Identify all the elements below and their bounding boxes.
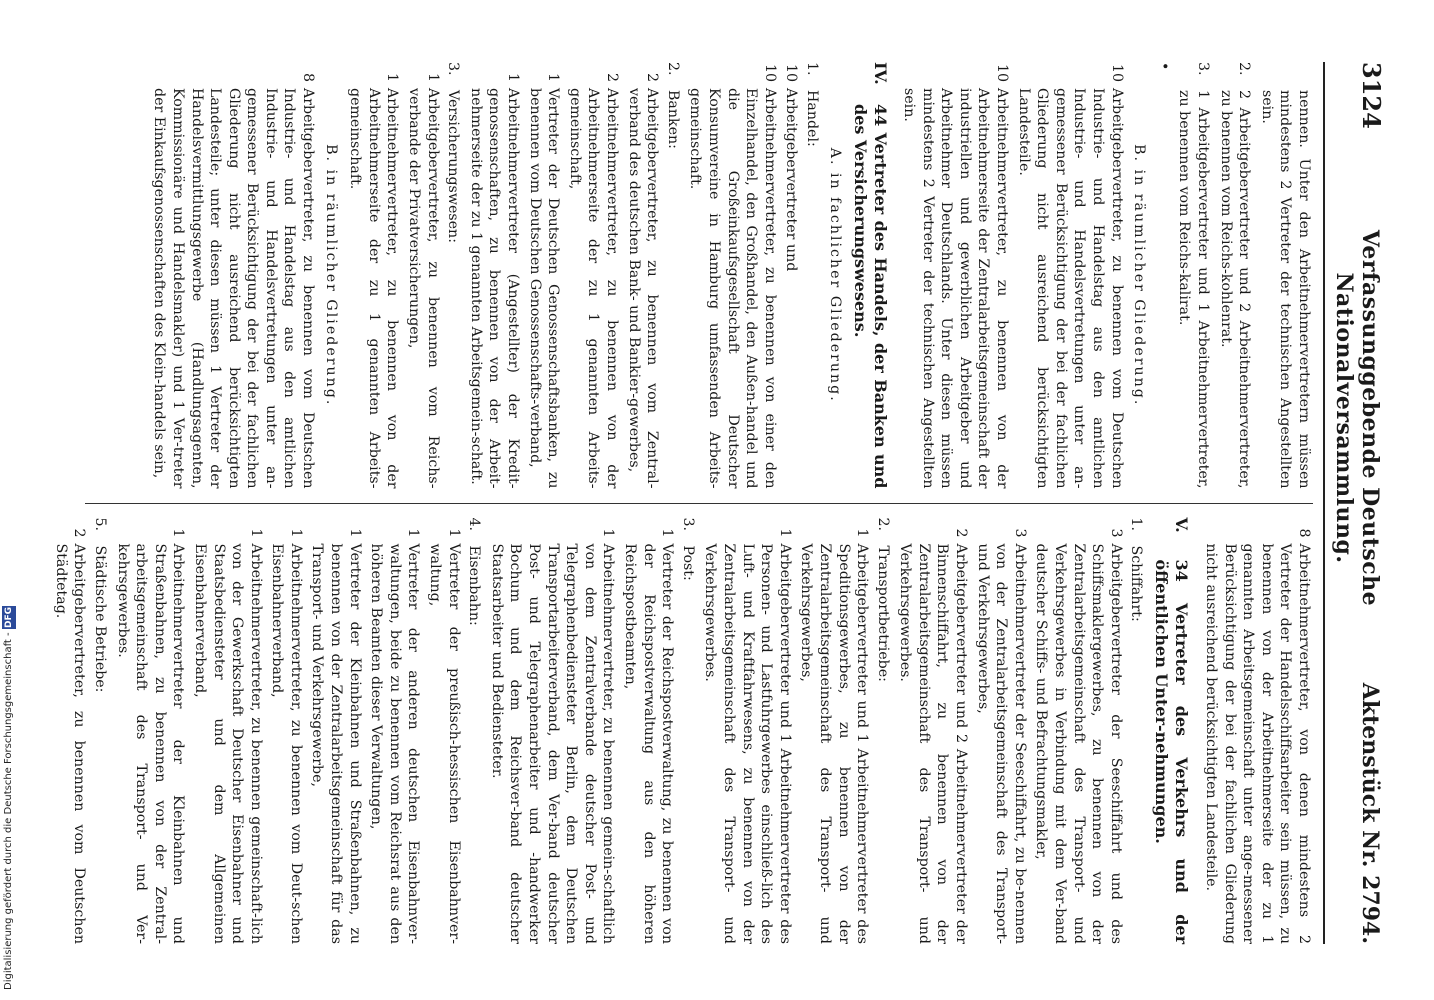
section-label: 1. Schiffahrt:	[1128, 517, 1145, 622]
list-item: 2 Arbeitgebervertreter, zu benennen vom Deutschen Städtetag.	[52, 528, 88, 944]
section-label: 5. Städtische Betriebe:	[91, 517, 108, 693]
section-label: 1. Handel:	[803, 62, 820, 147]
credit-text: Digitalisierung gefördert durch die Deutsche Forschungsgemeinschaft -	[3, 632, 14, 990]
page-number: 3124	[1357, 62, 1386, 129]
header-title: Verfassunggebende Deutsche Nationalversammlung.	[1331, 229, 1383, 607]
bullet-mark: •	[1155, 62, 1172, 71]
list-item: 3 Arbeitnehmervertreter der Seeschiffahrt, zu be-nennen von der Zentralarbeitsgemeinschaft des Transport- und Verkehrsgewerbes,	[974, 528, 1028, 944]
list-item: 2. 2 Arbeitgebervertreter und 2 Arbeitnehmervertreter, zu benennen vom Reichs-kohlenrat.	[1217, 62, 1253, 489]
list-item: 2 Arbeitgebervertreter und 2 Arbeitnehmervertreter der Binnenschiffahrt, zu benennen von der Zentralarbeitsgemeinschaft des Transport- und Verkehrsgewerbes.	[897, 528, 970, 944]
dfg-logo: DFG	[4, 607, 14, 629]
list-item: 1 Vertreter der Kleinbahnen und Straßenbahnen, zu benennen von der Zentralarbeitsgemeinschaft für das Transport- und Verkehrsgewerbe,	[309, 528, 363, 944]
page-header	[1323, 62, 1386, 944]
subheading: A. in fachlicher Gliederung.	[826, 147, 843, 403]
section-label: 3. Versicherungswesen:	[445, 62, 462, 243]
list-item: 1 Arbeitgebervertreter, zu benennen vom Reichs-verbande der Privatversicherungen,	[406, 72, 441, 489]
list-item: 1 Arbeitnehmervertreter (Angestellter) der Kredit-genossenschaften, zu benennen von der Arbeit-nehmerseite der zu 1 genannten Arbeitsgemein-schaft.	[467, 72, 522, 489]
list-item: 1 Arbeitgebervertreter und 1 Arbeitnehmervertreter des Personen- und Lastfuhrgewerbes einschließ-lich des Luft- und Kraftfahrwesens, zu benennen von der Zentralarbeitsgemeinschaft des Transport- und Verkehrsgewerbes.	[702, 528, 793, 944]
document-reference: Aktenstück Nr. 2794.	[1357, 682, 1383, 944]
document-page	[54, 0, 1434, 1000]
digitization-credit	[2, 607, 22, 990]
subheading: B. in räumlicher Gliederung.	[322, 144, 339, 407]
list-item: 10 Arbeitnehmervertreter, zu benennen von der Arbeitnehmerseite der Zentralarbeitsgemeinschaft der industriellen und gewerblichen Arbeitgeber und Arbeitnehmer Deutschlands. Unter diesen müssen mindestens 2 Vertreter der technischen Angestellten sein.	[901, 63, 1011, 489]
section-label: 2. Banken:	[664, 62, 681, 149]
list-item: 1 Arbeitnehmervertreter, zu benennen gemeinschaft-lich von der Gewerkschaft Deutscher Eisenbahner und Staatsbediensteter und dem Allgemeinen Eisenbahnerverband,	[191, 528, 264, 944]
right-column	[52, 503, 1313, 945]
section-label: 2. Transportbetriebe:	[874, 517, 891, 682]
section-heading-iv: IV. 44 Vertreter des Handels, der Banken und des Versicherungswesens.	[850, 62, 890, 489]
list-item: 1 Vertreter der Reichspostverwaltung, zu benennen von der Reichspostverwaltung aus den höheren Reichspostbeamten,	[622, 528, 676, 944]
section-label: 4. Eisenbahn:	[466, 517, 483, 626]
list-item: 3 Arbeitgebervertreter der Seeschiffahrt und des Schiffsmaklergewerbes, zu benennen von der Zentralarbeitsgemeinschaft des Transport- und Verkehrsgewerbes in Verbindung mit dem Ver-band deutscher Schiffs- und Befrachtungsmakler,	[1033, 528, 1124, 944]
left-column	[85, 62, 1313, 503]
list-item: 1 Arbeitnehmervertreter, zu benennen vom Deut-schen Eisenbahnerverband,	[269, 528, 304, 944]
list-item: 1 Arbeitgebervertreter und 1 Arbeitnehmervertreter des Speditionsgewerbes, zu benennen von der Zentralarbeitsgemeinschaft des Transport- und Verkehrsgewerbes,	[798, 528, 871, 944]
list-item: 3. 1 Arbeitgebervertreter und 1 Arbeitnehmervertreter, zu benennen vom Reichs-kalirat.	[1176, 62, 1212, 489]
list-item: 10 Arbeitgebervertreter, zu benennen vom Deutschen Industrie- und Handelstag aus den amtlichen Industrie- und Handelsvertretungen unter an-gemessener Berücksichtigung der bei der fachlichen Gliederung nicht ausreichend berücksichtigten Landesteile.	[1015, 63, 1125, 489]
list-item: 8 Arbeitnehmervertreter, von denen mindestens 2 Vertreter der Handelsschiffsarbeiter sein müssen, zu benennen von der Arbeitnehmerseite der zu 1 genannten Arbeitsgemeinschaft unter ange-messener Berücksichtigung der bei der fachlichen Gliederung nicht ausreichend berücksichtigten Landesteile.	[1203, 528, 1312, 944]
list-item: 2 Arbeitgebervertreter, zu benennen vom Zentral-verband des deutschen Bank- und Bankier-gewerbes,	[625, 72, 661, 489]
list-item: 1 Vertreter der anderen deutschen Eisenbahnver-waltungen, beide zu benennen vom Reichsrat aus den höheren Beamten dieser Verwaltungen,	[368, 528, 422, 944]
list-item: 1 Arbeitnehmervertreter, zu benennen gemein-schaftlich von dem Zentralverbande deutscher Post- und Telegraphenbediensteter Berlin, dem Deutschen Transportarbeiterverband, dem Ver-band deutscher Post- und Telegraphenarbeiter und -handwerker Bochum und dem Reichsver-band deutscher Staatsarbeiter und Bediensteter.	[488, 528, 617, 944]
section-label: 3. Post:	[679, 517, 696, 581]
list-item: 10 Arbeitnehmervertreter, zu benennen von einer den Einzelhandel, den Großhandel, den Außen-handel und die Großeinkaufsgesellschaft Deutscher Konsumvereine in Hamburg umfassenden Arbeits-gemeinschaft.	[687, 63, 778, 489]
list-item: 2 Arbeitnehmervertreter, zu benennen von der Arbeitnehmerseite der zu 1 genannten Arbeits-gemeinschaft,	[566, 72, 620, 489]
continuation-text: nennen. Unter den Arbeitnehmervertretern müssen mindestens 2 Vertreter der technischen Angestellten sein.	[1258, 90, 1312, 489]
list-item: 10 Arbeitgebervertreter und	[783, 63, 800, 272]
list-item: 1 Vertreter der Deutschen Genossenschaftsbanken, zu benennen vom Deutschen Genossenschafts-verband,	[526, 72, 562, 489]
list-item: 1 Vertreter der preußisch-hessischen Eisenbahnver-waltung,	[427, 528, 462, 944]
list-item: 8 Arbeitgebervertreter, zu benennen vom Deutschen Industrie- und Handelstag aus den amtlichen Industrie- und Handelsvertretungen unter an-gemessener Berücksichtigung der bei der fachlichen Gliederung nicht ausreichend berücksichtigten Landesteile; unter diesen müssen 1 Vertreter der Handelsvermittlungsgewerbe (Handlungsagenten, Kommissionäre und Handelsmakler) und 1 Ver-treter der Einkaufsgenossenschaften des Klein-handels sein,	[151, 72, 317, 489]
list-item: 1 Arbeitnehmervertreter der Kleinbahnen und Straßenbahnen, zu benennen von der Zentral-arbeitsgemeinschaft des Transport- und Ver-kehrsgewerbes.	[114, 528, 187, 944]
list-item: 1 Arbeitnehmervertreter, zu benennen von der Arbeitnehmerseite der zu 1 genannten Arbeits-gemeinschaft.	[347, 72, 401, 489]
section-heading-v: V. 34 Vertreter des Verkehrs und der öffentlichen Unter-nehmungen.	[1152, 517, 1192, 944]
subheading: B. in räumlicher Gliederung.	[1131, 144, 1148, 407]
